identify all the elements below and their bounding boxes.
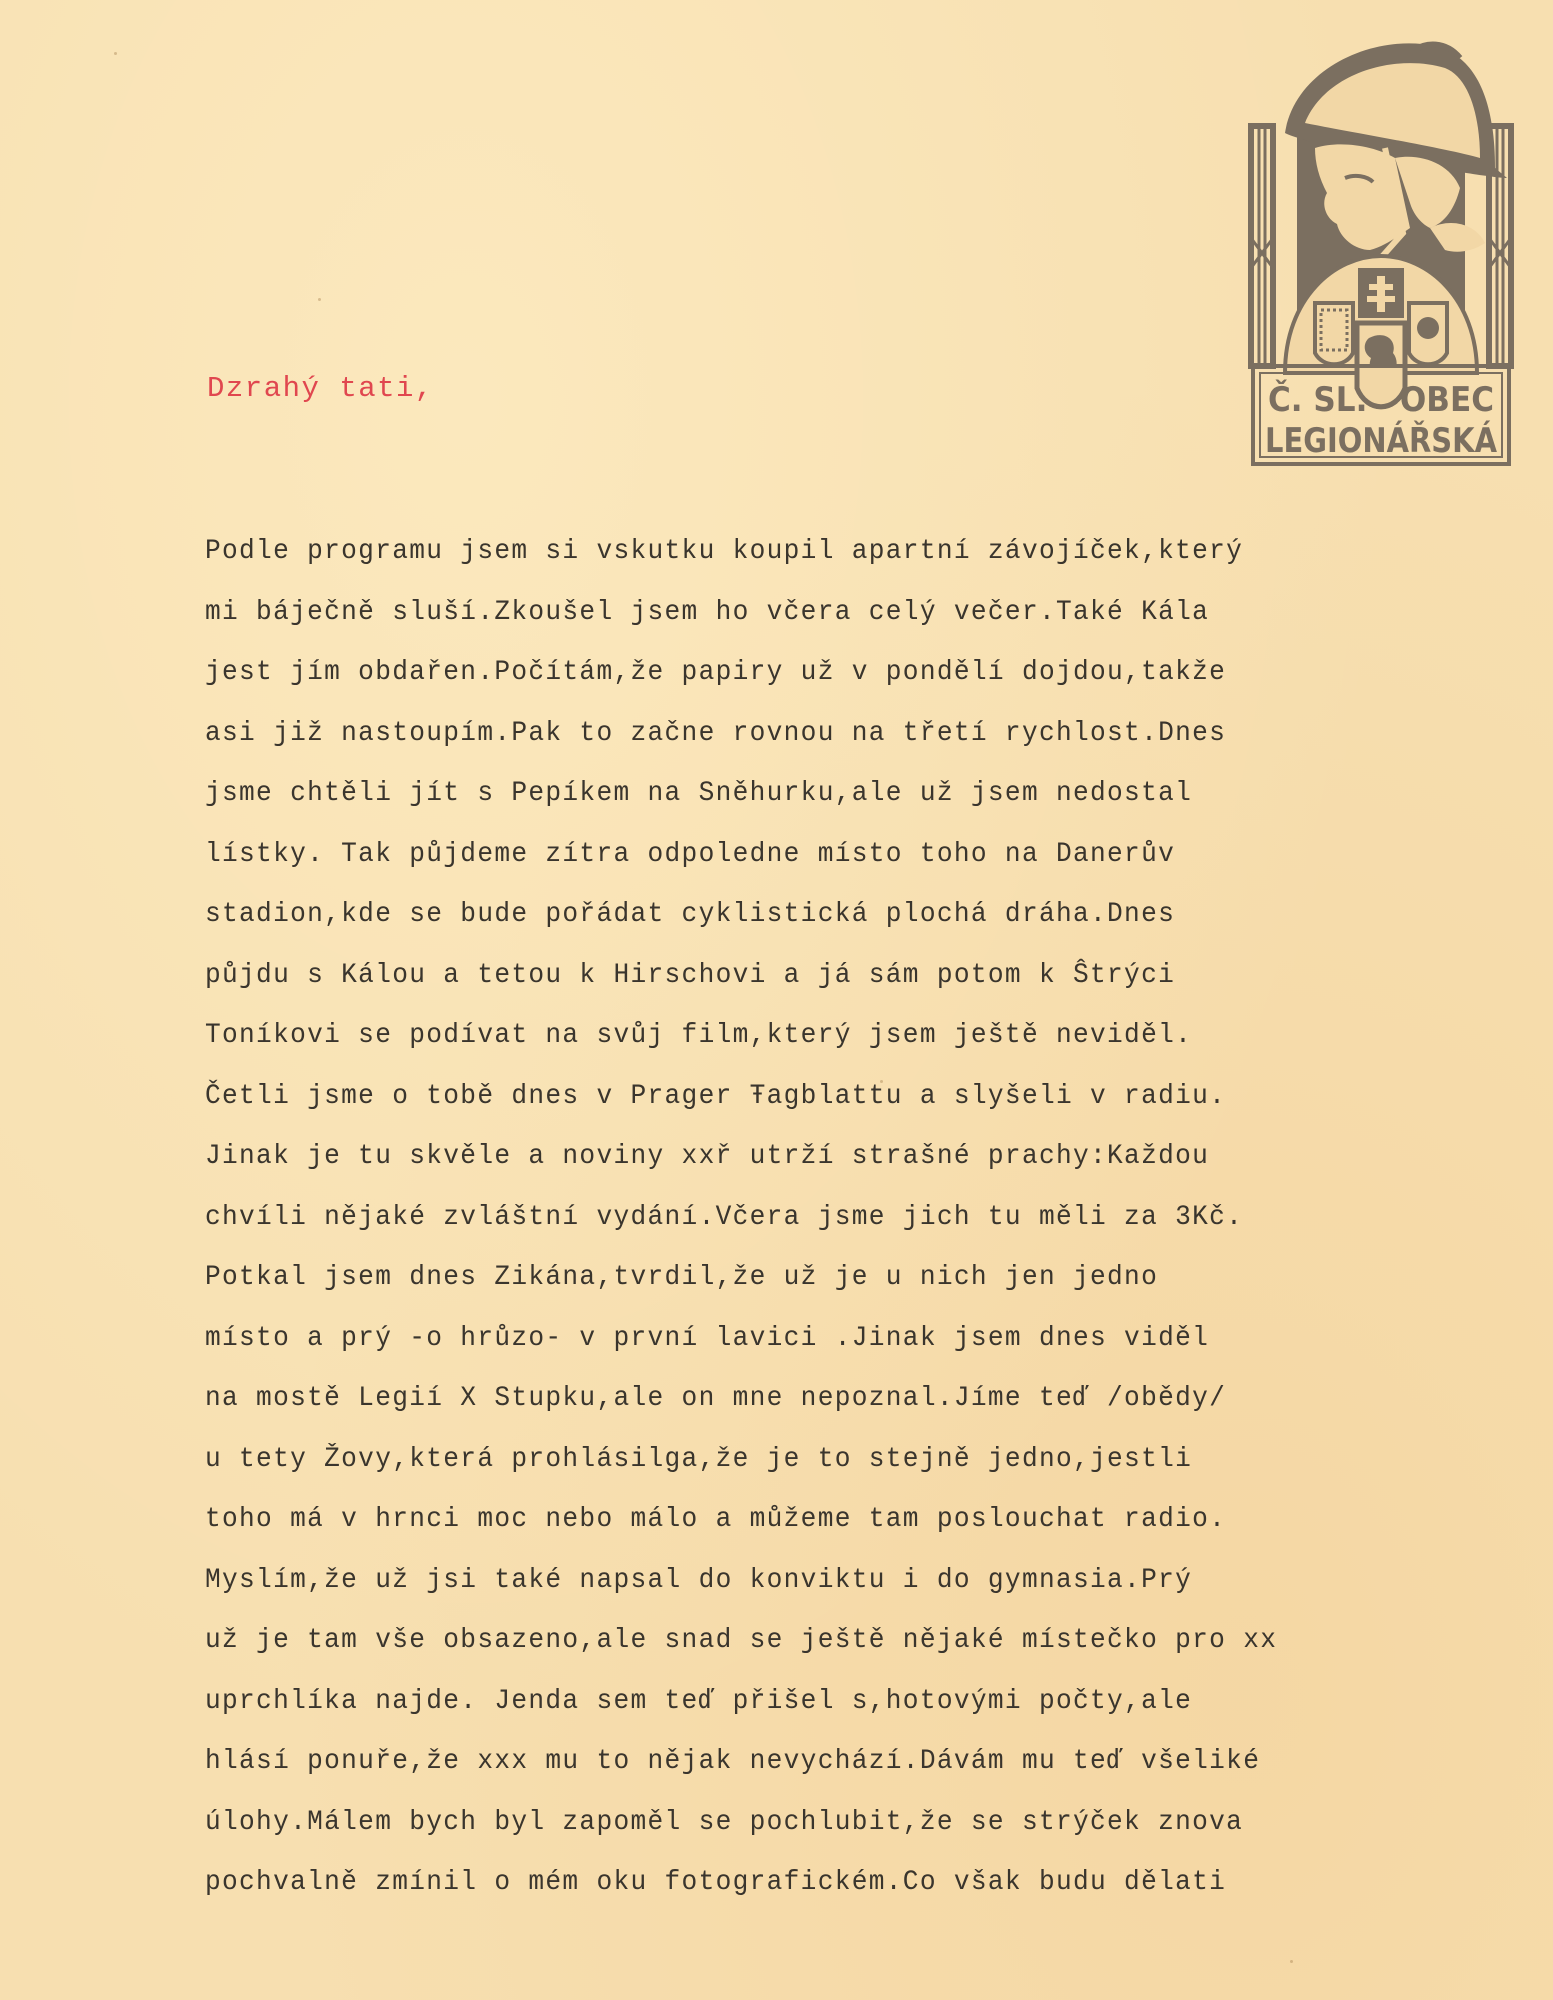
letter-line: jsme chtěli jít s Pepíkem na Sněhurku,ale už jsem nedostal: [205, 778, 1193, 809]
letter-line: pochvalně zmínil o mém oku fotografickém.Co však budu dělati: [205, 1867, 1227, 1898]
letter-line: Potkal jsem dnes Zikána,tvrdil,že už je u nich jen jedno: [205, 1262, 1159, 1293]
letter-line: už je tam vše obsazeno,ale snad se ještě nějaké místečko pro xx: [205, 1625, 1278, 1656]
paper-speck: [1290, 1960, 1293, 1963]
letter-line: u tety Žovy,která prohlásilga,že je to stejně jedno,jestli: [205, 1443, 1193, 1475]
letter-line: chvíli nějaké zvláštní vydání.Včera jsme jich tu měli za 3Kč.: [205, 1201, 1244, 1233]
letter-body: [205, 528, 1355, 1920]
paper-speck: [114, 52, 117, 55]
letterhead-emblem: [1245, 28, 1517, 468]
letter-line: Toníkovi se podívat na svůj film,který jsem ještě neviděl.: [205, 1020, 1193, 1051]
letter-line: Četli jsme o tobě dnes v Prager Ŧagblattu a slyšeli v radiu.: [205, 1080, 1227, 1112]
letter-line: Jinak je tu skvěle a noviny xxř utrží strašné prachy:Každou: [205, 1141, 1210, 1172]
letter-line: stadion,kde se bude pořádat cyklistická plochá dráha.Dnes: [205, 899, 1176, 930]
legionnaire-emblem-icon: [1245, 28, 1517, 468]
letter-line: lístky. Tak půjdeme zítra odpoledne místo toho na Danerův: [205, 838, 1176, 870]
letter-line: asi již nastoupím.Pak to začne rovnou na třetí rychlost.Dnes: [205, 717, 1227, 749]
letter-line: jest jím obdařen.Počítám,že papiry už v pondělí dojdou,takže: [205, 657, 1227, 688]
letter-line: půjdu s Kálou a tetou k Hirschovi a já sám potom k Ŝtrýci: [205, 959, 1176, 991]
letter-line: toho má v hrnci moc nebo málo a můžeme tam poslouchat radio.: [205, 1504, 1227, 1535]
letter-line: místo a prý -o hrůzo- v první lavici .Jinak jsem dnes viděl: [205, 1322, 1210, 1354]
letter-salutation: Dzrahý tati,: [207, 372, 434, 405]
letter-line: uprchlíka najde. Jenda sem teď přišel s,hotovými počty,ale: [205, 1685, 1193, 1717]
letter-line: mi báječně sluší.Zkoušel jsem ho včera celý večer.Také Kála: [205, 596, 1210, 628]
letter-line: hlásí ponuře,že xxx mu to nějak nevychází.Dávám mu teď všeliké: [205, 1746, 1261, 1777]
emblem-text-line2: LEGIONÁŘSKÁ: [1265, 421, 1517, 461]
emblem-text-line1: Č. SL. OBEC: [1268, 380, 1516, 420]
letter-line: Podle programu jsem si vskutku koupil apartní závojíček,který: [205, 536, 1244, 567]
letter-line: na mostě Legií X Stupku,ale on mne nepoznal.Jíme teď /obědy/: [205, 1383, 1227, 1414]
letter-line: Myslím,že už jsi také napsal do konviktu i do gymnasia.Prý: [205, 1564, 1193, 1596]
paper-speck: [318, 298, 321, 301]
letter-line: úlohy.Málem bych byl zapoměl se pochlubit,že se strýček znova: [205, 1806, 1244, 1838]
